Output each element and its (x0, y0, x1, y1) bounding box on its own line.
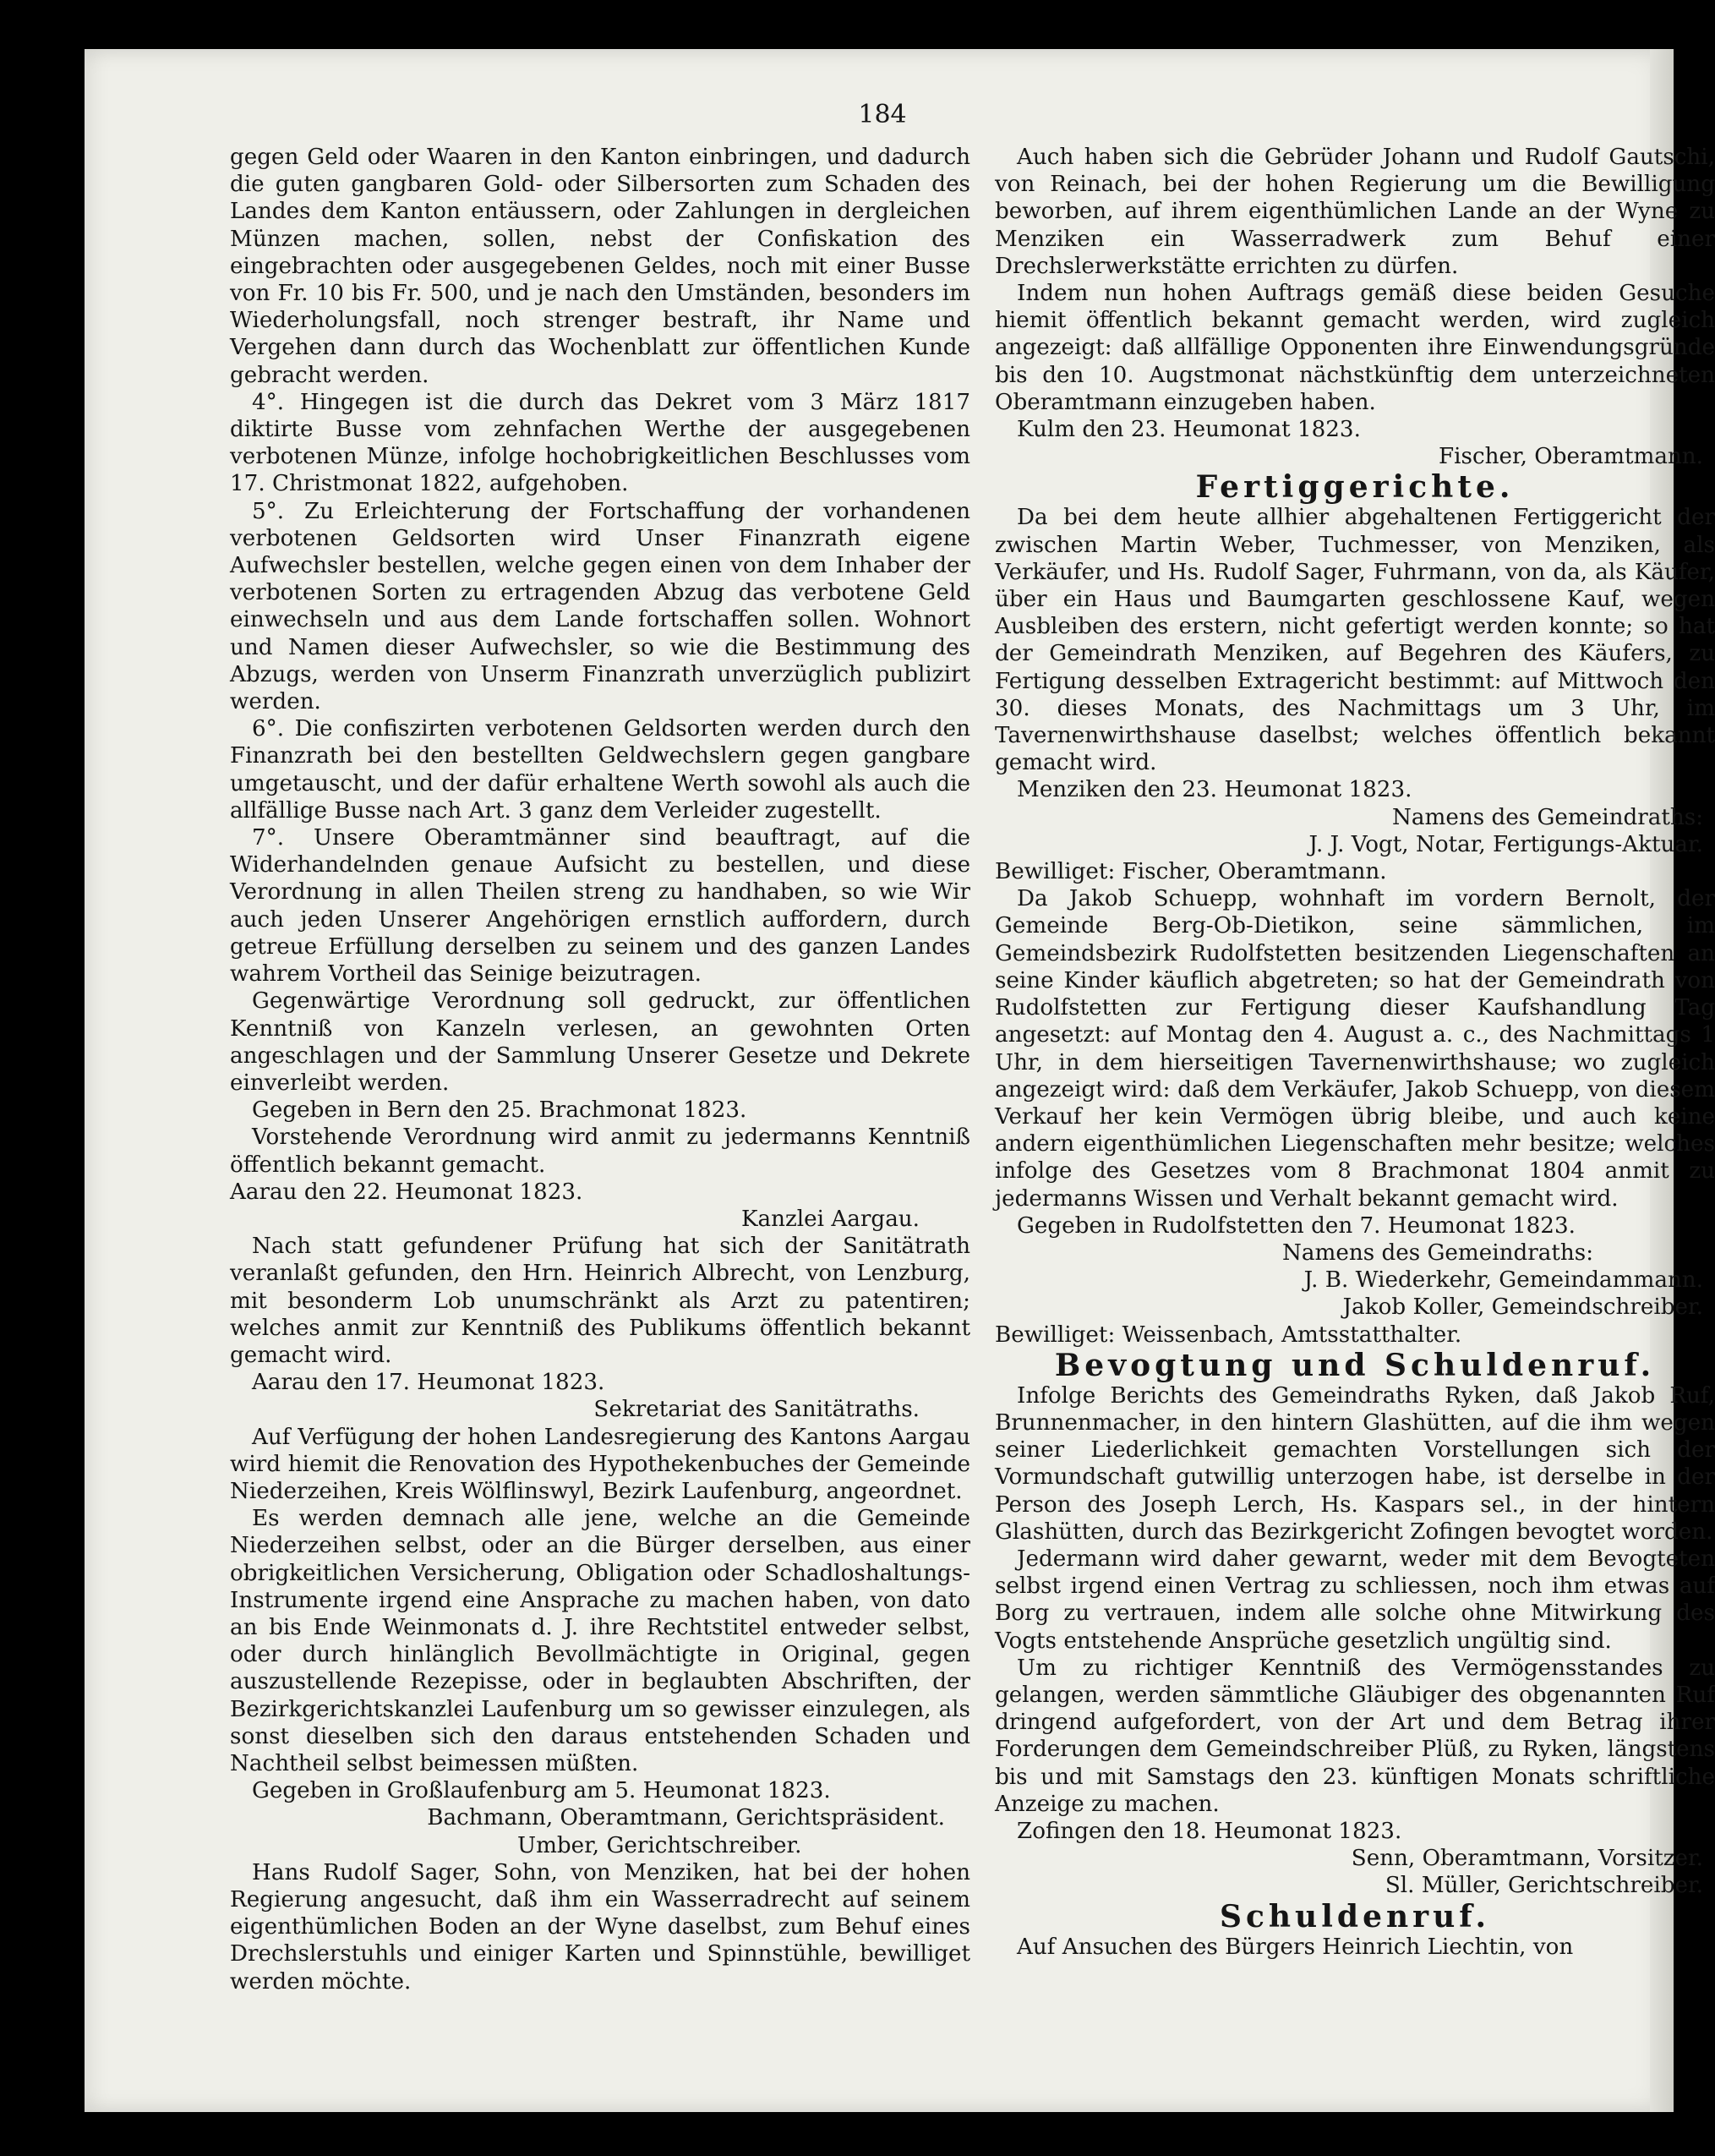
paragraph: Auf Ansuchen des Bürgers Heinrich Liechtin, von (1017, 1934, 1574, 1960)
paragraph: 5°. Zu Erleichterung der Fortschaffung der vorhandenen verbotenen Geldsorten wird Unser Finanzrath eigene Aufwechsler bestellen, welche gegen einen von dem Inhaber der verbotenen Sorten zu ertragenden Abzug das verbotene Geld einwechseln und aus dem Lande fortschaffen sollen. Wohnort und Namen dieser Aufwechsler, so wie die Bestimmung des Abzugs, werden von Unserm Finanzrath unverzüglich publizirt werden. (230, 498, 970, 715)
paragraph: Auch haben sich die Gebrüder Johann und Rudolf Gautschi, von Reinach, bei der hohen Regierung um die Bewilligung beworben, auf ihrem eigenthümlichen Lande an der Wyne zu Menziken ein Wasserradwerk zum Behuf einer Drechslerwerkstätte errichten zu dürfen. (995, 145, 1715, 279)
paragraph: Aarau den 22. Heumonat 1823. (230, 1179, 583, 1205)
paragraph: Namens des Gemeindraths: (1282, 1239, 1594, 1266)
paragraph: Gegeben in Großlaufenburg am 5. Heumonat 1823. (252, 1778, 831, 1804)
left-column (230, 144, 970, 1995)
paragraph: Gegenwärtige Verordnung soll gedruckt, zur öffentlichen Kenntniß von Kanzeln verlesen, an gewohnten Orten angeschlagen und der Sammlung Unserer Gesetze und Dekrete einverleibt werden. (230, 988, 970, 1096)
paragraph: gegen Geld oder Waaren in den Kanton einbringen, und dadurch die guten gangbaren Gold- oder Silbersorten zum Schaden des Landes dem Kanton entäussern, oder Zahlungen in dergleichen Münzen machen, sollen, nebst der Confiskation des eingebrachten oder ausgegebenen Geldes, noch mit einer Busse von Fr. 10 bis Fr. 500, und je nach den Umständen, besonders im Wiederholungsfall, noch strenger bestraft, ihr Name und Vergehen dann durch das Wochenblatt zur öffentlichen Kunde gebracht werden. (230, 145, 970, 388)
paragraph: Aarau den 17. Heumonat 1823. (252, 1370, 605, 1396)
paragraph: Zofingen den 18. Heumonat 1823. (1017, 1818, 1402, 1844)
paragraph: Jakob Koller, Gemeindschreiber. (1342, 1294, 1703, 1321)
paragraph: Bewilliget: Fischer, Oberamtmann. (995, 859, 1387, 885)
right-column (995, 144, 1715, 1961)
paragraph: J. B. Wiederkehr, Gemeindammann. (1303, 1267, 1703, 1294)
paragraph: Auf Verfügung der hohen Landesregierung des Kantons Aargau wird hiemit die Renovation des Hypothekenbuches der Gemeinde Niederzeihen, Kreis Wölflinswyl, Bezirk Laufenburg, angeordnet. (230, 1424, 970, 1504)
paragraph: 6°. Die confiszirten verbotenen Geldsorten werden durch den Finanzrath bei den bestellten Geldwechslern gegen gangbare umgetauscht, und der dafür erhaltene Werth sowohl als auch die allfällige Busse nach Art. 3 ganz dem Verleider zugestellt. (230, 716, 970, 824)
paragraph: Gegeben in Rudolfstetten den 7. Heumonat 1823. (1017, 1212, 1576, 1239)
section-heading: Fertiggerichte. (1195, 469, 1515, 506)
paragraph: Jedermann wird daher gewarnt, weder mit dem Bevogteten selbst irgend einen Vertrag zu schliessen, noch ihm etwas auf Borg zu vertrauen, indem alle solche ohne Mitwirkung des Vogts entstehende Ansprüche gesetzlich ungültig sind. (995, 1546, 1715, 1654)
paragraph: 7°. Unsere Oberamtmänner sind beauftragt, auf die Widerhandelnden genaue Aufsicht zu bestellen, und diese Verordnung in allen Theilen streng zu handhaben, so wie Wir auch jeden Unserer Angehörigen ernstlich auffordern, durch getreue Erfüllung derselben zu seinem und des ganzen Landes wahrem Vortheil das Seinige beizutragen. (230, 825, 970, 988)
newspaper-page (85, 49, 1715, 2112)
paragraph: Hans Rudolf Sager, Sohn, von Menziken, hat bei der hohen Regierung angesucht, daß ihm ein Wasserradrecht auf seinem eigenthümlichen Boden an der Wyne daselbst, zum Behuf eines Drechslerstuhls und einiger Karten und Spinnstühle, bewilliget werden möchte. (230, 1859, 970, 1995)
paragraph: Kulm den 23. Heumonat 1823. (1017, 417, 1361, 443)
paragraph: 4°. Hingegen ist die durch das Dekret vom 3 März 1817 diktirte Busse vom zehnfachen Werthe der ausgegebenen verbotenen Münze, infolge hochobrigkeitlichen Beschlusses vom 17. Christmonat 1822, aufgehoben. (230, 389, 970, 497)
paragraph: Da bei dem heute allhier abgehaltenen Fertiggericht der zwischen Martin Weber, Tuchmesser, von Menziken, als Verkäufer, und Hs. Rudolf Sager, Fuhrmann, von da, als Käufer, über ein Haus und Baumgarten geschlossene Kauf, wegen Ausbleiben des erstern, nicht gefertigt werden konnte; so hat der Gemeindrath Menziken, auf Begehren des Käufers, zu Fertigung desselben Extragericht bestimmt: auf Mittwoch den 30. dieses Monats, des Nachmittags um 3 Uhr, im Tavernenwirthshause daselbst; welches öffentlich bekannt gemacht wird. (995, 505, 1715, 776)
section-heading: Schuldenruf. (1219, 1898, 1491, 1934)
paragraph: Es werden demnach alle jene, welche an die Gemeinde Niederzeihen selbst, oder an die Bürger derselben, aus einer obrigkeitlichen Versicherung, Obligation oder Schadloshaltungs-Instrumente irgend eine Ansprache zu machen haben, von dato an bis Ende Weinmonats d. J. ihre Rechtstitel entweder selbst, oder durch hinlänglich Bevollmächtigte in Original, gegen auszustellende Rezepisse, oder in beglaubten Abschriften, der Bezirkgerichtskanzlei Laufenburg um so gewisser einzulegen, als sonst dieselben sich den daraus entstehenden Schaden und Nachtheil selbst beimessen müßten. (230, 1506, 970, 1776)
paragraph: Sekretariat des Sanitätraths. (593, 1397, 920, 1423)
paragraph: Senn, Oberamtmann, Vorsitzer. (1351, 1846, 1703, 1872)
paragraph: Nach statt gefundener Prüfung hat sich der Sanitätrath veranlaßt gefunden, den Hrn. Heinrich Albrecht, von Lenzburg, mit besonderm Lob unumschränkt als Arzt zu patentiren; welches anmit zur Kenntniß des Publikums öffentlich bekannt gemacht wird. (230, 1234, 970, 1368)
paragraph: Umber, Gerichtschreiber. (517, 1832, 802, 1858)
paragraph: Gegeben in Bern den 25. Brachmonat 1823. (252, 1097, 747, 1124)
page-number: 184 (858, 100, 907, 129)
paragraph: Vorstehende Verordnung wird anmit zu jedermanns Kenntniß öffentlich bekannt gemacht. (230, 1125, 970, 1178)
paragraph: J. J. Vogt, Notar, Fertigungs-Aktuar. (1308, 831, 1703, 857)
paragraph: Sl. Müller, Gerichtschreiber. (1385, 1873, 1703, 1899)
paragraph: Kanzlei Aargau. (740, 1206, 920, 1232)
paragraph: Menziken den 23. Heumonat 1823. (1017, 777, 1412, 803)
paragraph: Bewilliget: Weissenbach, Amtsstatthalter. (995, 1322, 1462, 1348)
paragraph: Bachmann, Oberamtmann, Gerichtspräsident. (427, 1805, 945, 1831)
section-heading: Bevogtung und Schuldenruf. (1054, 1347, 1656, 1383)
paragraph: Namens des Gemeindraths: (1392, 804, 1704, 830)
paragraph: Fischer, Oberamtmann. (1438, 444, 1703, 470)
paragraph: Indem nun hohen Auftrags gemäß diese beiden Gesuche hiemit öffentlich bekannt gemacht werden, wird zugleich angezeigt: daß allfällige Opponenten ihre Einwendungsgründe bis den 10. Augstmonat nächstkünftig dem unterzeichneten Oberamtmann einzugeben haben. (995, 281, 1715, 415)
paragraph: Um zu richtiger Kenntniß des Vermögensstandes zu gelangen, werden sämmtliche Gläubiger des obgenannten Ruf dringend aufgefordert, von der Art und dem Betrag ihrer Forderungen dem Gemeindschreiber Plüß, zu Ryken, längstens bis und mit Samstags den 23. künftigen Monats schriftliche Anzeige zu machen. (995, 1655, 1715, 1817)
paragraph: Da Jakob Schuepp, wohnhaft im vordern Bernolt, der Gemeinde Berg-Ob-Dietikon, seine sämmlichen, im Gemeindsbezirk Rudolfstetten besitzenden Liegenschaften an seine Kinder käuflich abgetreten; so hat der Gemeindrath von Rudolfstetten zur Fertigung dieser Kaufshandlung Tag angesetzt: auf Montag den 4. August a. c., des Nachmittags 1 Uhr, in dem hierseitigen Tavernenwirthshause; wo zugleich angezeigt wird: daß dem Verkäufer, Jakob Schuepp, von diesem Verkauf her kein Vermögen übrig bleibe, und auch keine andern eigenthümlichen Liegenschaften mehr besitze; welches infolge des Gesetzes vom 8 Brachmonat 1804 anmit zu jedermanns Wissen und Verhalt bekannt gemacht wird. (995, 886, 1715, 1212)
paragraph: Infolge Berichts des Gemeindraths Ryken, daß Jakob Ruf, Brunnenmacher, in den hintern Glashütten, auf die ihm wegen seiner Liederlichkeit gemachten Vorstellungen sich der Vormundschaft gutwillig unterzogen habe, ist derselbe in der Person des Joseph Lerch, Hs. Kaspars sel., in der hintern Glashütten, durch das Bezirkgericht Zofingen bevogtet worden. (995, 1382, 1715, 1545)
